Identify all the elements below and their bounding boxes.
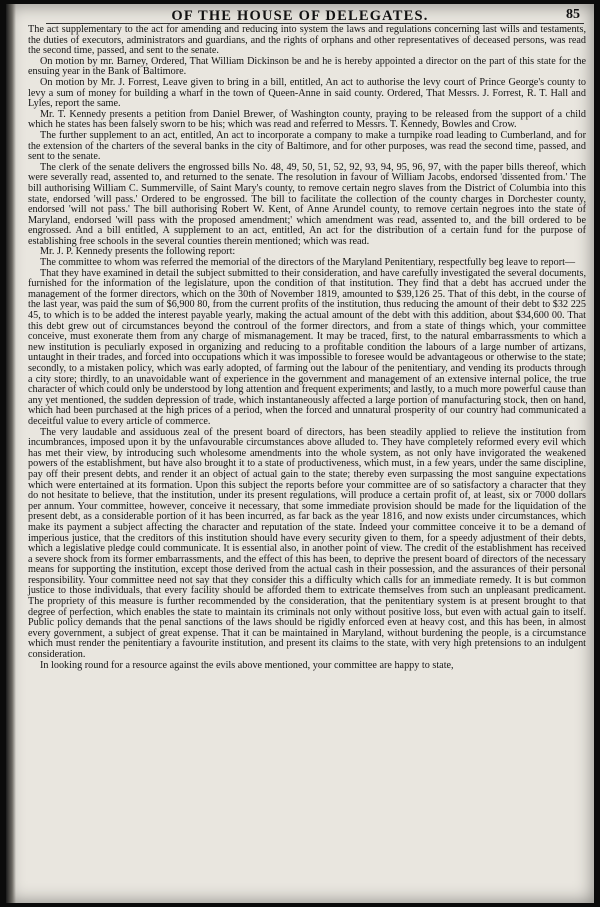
paragraph-senate-bills: The clerk of the senate delivers the engrossed bills No. 48, 49, 50, 51, 52, 92, 93, 94, 95, 96, 97, with the paper bills thereof, which were severally read, assented to, and returned to the senate. The resolution in favour of William Jacobs, endorsed 'dissented from.' The bill authorising William C. Summerville, of Saint Mary's county, to remove certain negro slaves from the District of Columbia into this state, endorsed 'will pass.' Ordered to be engrossed. The bill to facilitate the collection of the county charges in Dorchester county, endorsed 'will not pass.' The bill authorising Robert W. Kent, of Anne Arundel county, to remove certain negroes into the state of Maryland, endorsed 'will pass with the proposed amendment;' which amendment was read, assented to, and the bill ordered to be engrossed. And a bill entitled, A supplement to an act, entitled, An act for the distribution of a certain fund for the purpose of establishing free schools in the several counties therein mentioned; which was read. bbox=[28, 161, 586, 247]
paragraph-penitentiary-debt: That they have examined in detail the subject submitted to their consideration, and have carefully investigated the several documents, furnished for the information of the legislature, upon the condition of that institution. They find that a debt has accrued under the management of the former directors, which on the 30th of November 1819, amounted to $39,126 25. That of this debt, in the course of the last year, was paid the sum of $6,900 80, from the current profits of the institution, thus reducing the amount of their debt to $32 225 45, to which is to be added the interest payable yearly, making the actual amount of the debt with this addition, about $34,600 00. That this debt grew out of circumstances beyond the controul of the former directors, and from a state of things which, your committee conceive, must exonerate them from any charge of mismanagement. It may be traced, first, to the natural embarrassments to which a new institution is peculiarly exposed in organizing and reducing to a profitable condition the labours of a large number of artizans, untaught in their trades, and forced into occupations which it was impossible to foresee would be advantageous or otherwise to the state; secondly, to a mistaken policy, which was early adopted, of farming out the labour of the penitentiary, and vending its products through a city store; thirdly, to an unavoidable want of experience in the government and management of an extensive internal police, the true character of which could only be understood by long attention and frequent experiments; and lastly, to a much more powerful cause than any yet mentioned, the sudden depression of trade, which instantaneously affected a large portion of manufacturing stock, then on hand, which had been purchased at the high prices of a period, when the forced and unnatural prosperity of our country had communicated a deceitful value to every article of commerce. bbox=[28, 267, 586, 427]
running-header-title: OF THE HOUSE OF DELEGATES. bbox=[171, 8, 429, 24]
paragraph-brewer-petition: Mr. T. Kennedy presents a petition from Daniel Brewer, of Washington county, praying to be released from the support of a child which he states has been falsely sworn to be his; which was read and referred to Messrs. T. Kennedy, Bowles and Crow. bbox=[28, 108, 586, 131]
paragraph-directors-zeal: The very laudable and assiduous zeal of the present board of directors, has been steadily applied to relieve the institution from incumbrances, imposed upon it by the unfavourable circumstances above alluded to. They have completely reformed every evil which has met their view, by introducing such wholesome amendments into the whole system, as not only have invigorated the weakened powers of the establishment, but have also brought it to a state of productiveness, which must, in a few years, under the same discipline, pay off their present debts, and render it an object of actual gain to the state; thereby even surpassing the most sanguine expectations which were entertained at its formation. Upon this subject the reports before your committee are of so satisfactory a character that they do not hesitate to believe, that the institution, under its present regulations, will produce a certain profit of, at least, six or 7000 dollars per annum. Your committee, however, conceive it necessary, that some immediate provision should be made for the liquidation of the present debt, as a considerable portion of it has been incurred, as far back as the year 1816, and now exists under circumstances, which make its payment a subject affecting the character and reputation of the state. Indeed your committee conceive it to be a demand of imperious justice, that the creditors of this institution should have every security given to them, for a speedy adjustment of their debts, which a legislative pledge could communicate. It is essential also, in another point of view. The credit of the establishment has received a severe shock from its former embarrassments, and the effect of this has been, to deprive the present board of directors of the necessary means for supporting the institution, except those derived from the actual cash in their possession, and the assurances of their personal responsibility. Your committee need not say that they consider this a difficulty which calls for an immediate remedy. It is but common justice to those individuals, that every facility should be afforded them to extricate themselves from such an unpleasant predicament. The propriety of this measure is further recommended by the consideration, that the penitentiary system is at present brought to that degree of perfection, which enables the state to maintain its criminals not only without positive loss, but even with actual gain to itself. Public policy demands that the penal sanctions of the laws should be rigidly enforced even at heavy cost, and this has been, in almost every government, a subject of great expense. That it can be maintained in Maryland, without burdening the people, is a circumstance which must render the penitentiary a favourite institution, and present its claims to the state, with very high pretensions to an indulgent consideration. bbox=[28, 426, 586, 661]
paragraph-turnpike-supplement: The further supplement to an act, entitled, An act to incorporate a company to make a turnpike road leading to Cumberland, and for the extension of the charters of the several banks in the city of Baltimore, and for other purposes, was read the second time, passed, and sent to the senate. bbox=[28, 129, 586, 163]
paragraph-bank-director: On motion by mr. Barney, Ordered, That William Dickinson be and he is hereby appointed a director on the part of this state for the ensuing year in the Bank of Baltimore. bbox=[28, 55, 586, 78]
paragraph-wharf-bill: On motion by Mr. J. Forrest, Leave given to bring in a bill, entitled, An act to authorise the levy court of Prince George's county to levy a sum of money for building a wharf in the town of Queen-Anne in said county. Ordered, That Messrs. J. Forrest, R. T. Hall and Lyles, report the same. bbox=[28, 76, 586, 110]
journal-text bbox=[28, 25, 586, 899]
document-page bbox=[6, 4, 594, 903]
paragraph-supplementary-act: The act supplementary to the act for amending and reducing into system the laws and regulations concerning last wills and testaments, the duties of executors, administrators and guardians, and the rights of orphans and other representatives of deceased persons, was read the second time, passed, and sent to the senate. bbox=[28, 24, 586, 57]
page-number: 85 bbox=[566, 7, 580, 22]
page-binding-shadow bbox=[6, 4, 16, 903]
paragraph-resource: In looking round for a resource against the evils above mentioned, your committee are happy to state, bbox=[40, 659, 454, 671]
running-header bbox=[6, 7, 594, 23]
paragraph-committee-intro: The committee to whom was referred the memorial of the directors of the Maryland Penitentiary, respectfully beg leave to report— bbox=[40, 257, 576, 269]
paragraph-kennedy-report: Mr. J. P. Kennedy presents the following report: bbox=[40, 246, 236, 258]
